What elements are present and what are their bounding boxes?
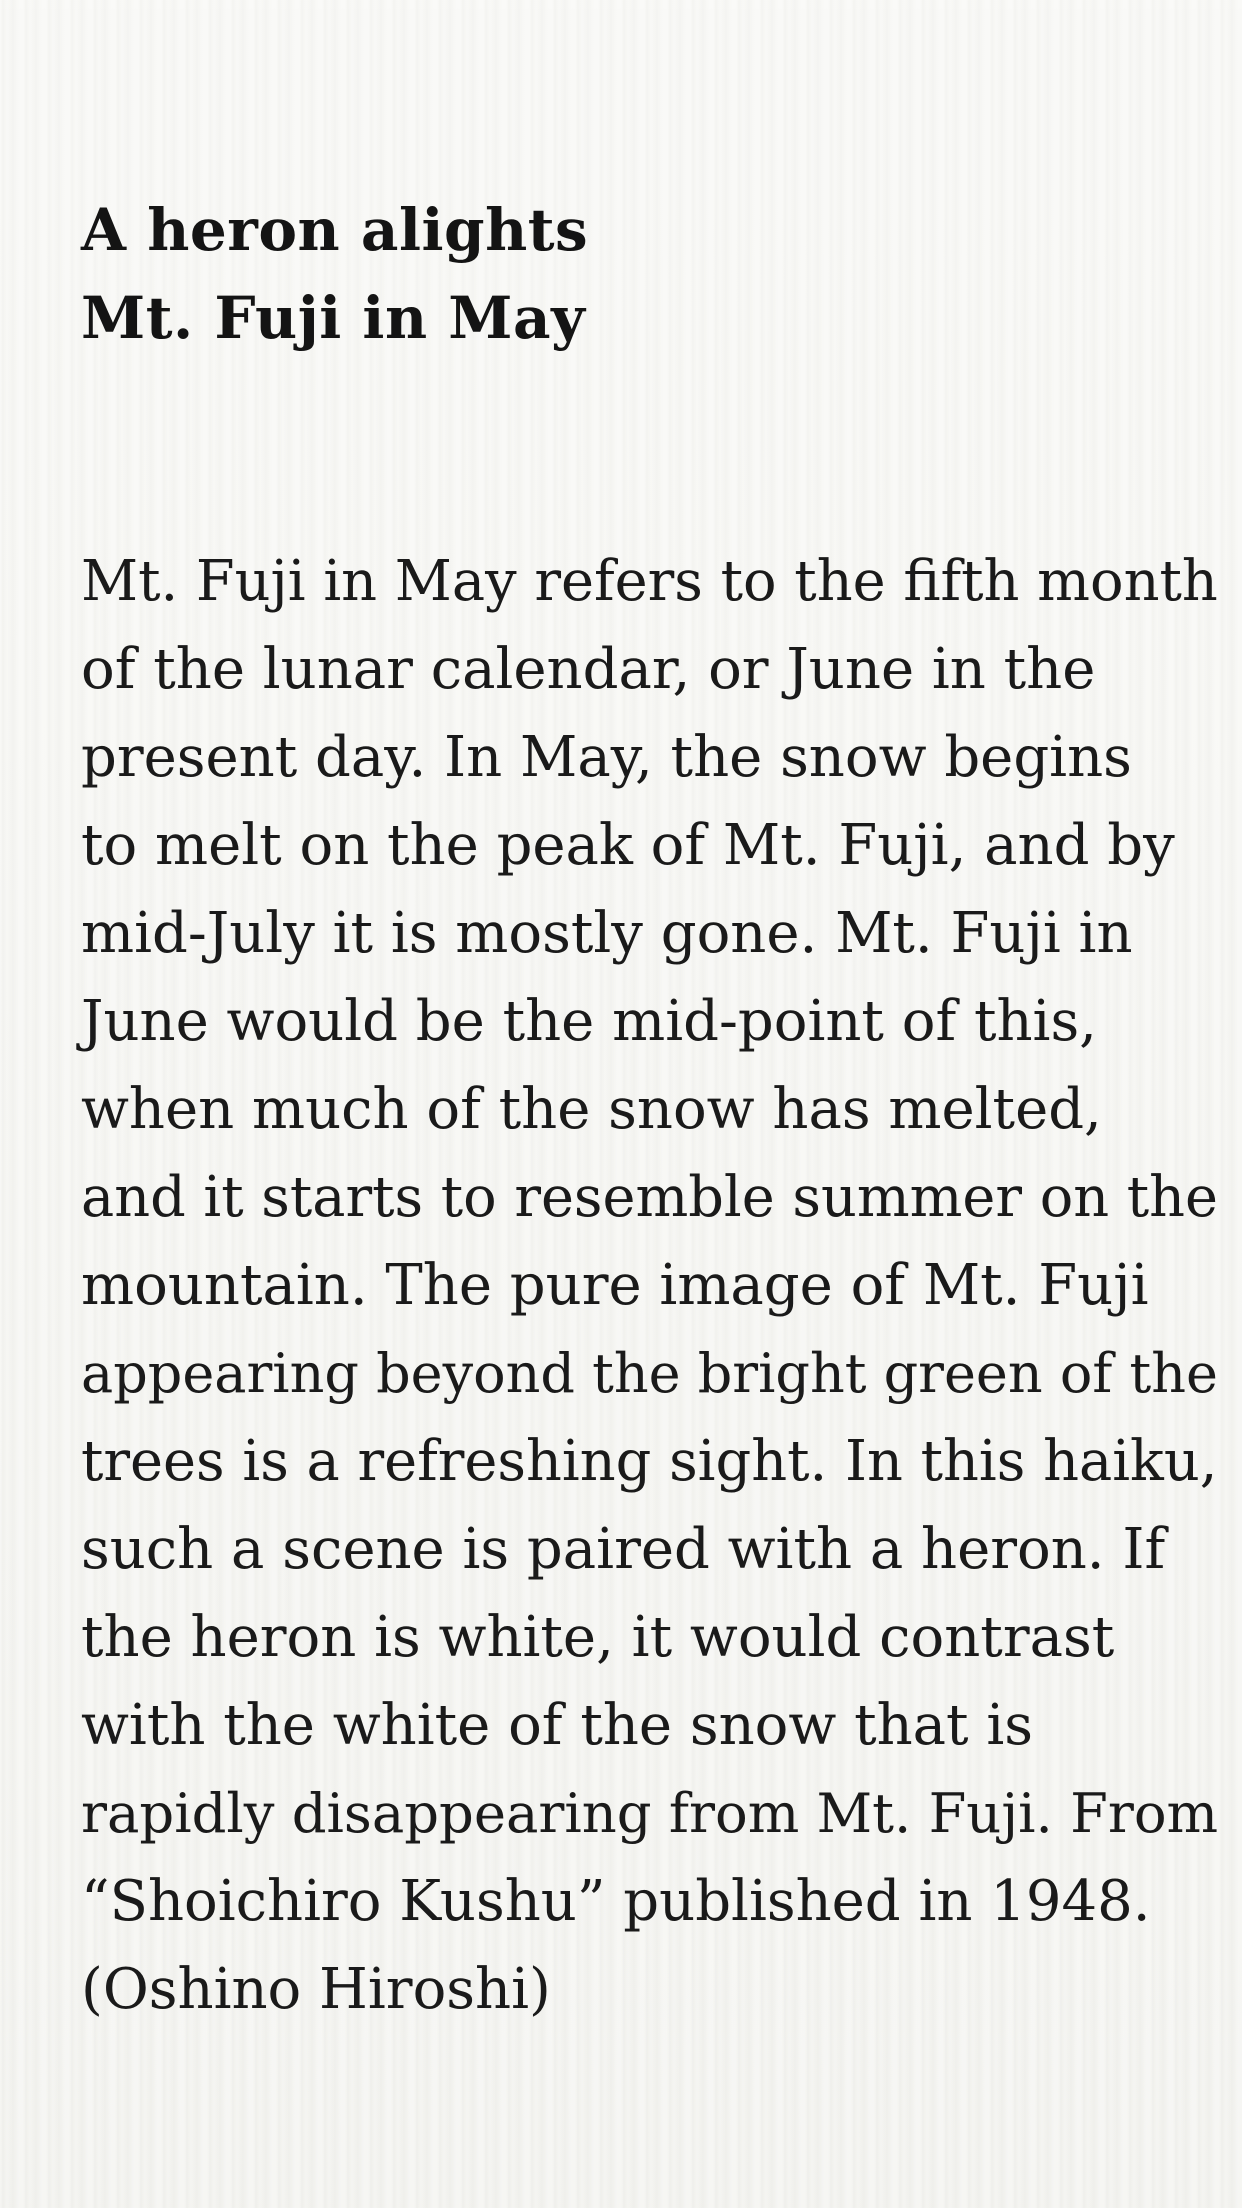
haiku-commentary [81,538,1219,2034]
haiku-title-line-2: Mt. Fuji in May [81,284,586,352]
commentary-line: appearing beyond the bright green of the [81,1342,1218,1405]
commentary-line: mountain. The pure image of Mt. Fuji [81,1253,1149,1318]
commentary-line: to melt on the peak of Mt. Fuji, and by [81,813,1175,878]
haiku-title-line-1: A heron alights [81,196,589,264]
commentary-line: “Shoichiro Kushu” published in 1948. [81,1869,1151,1934]
commentary-line: when much of the snow has melted, [81,1077,1102,1142]
commentary-line: of the lunar calendar, or June in the [81,637,1096,702]
commentary-line: the heron is white, it would contrast [81,1605,1115,1670]
author-credit: (Oshino Hiroshi) [81,1957,551,2022]
commentary-line: mid-July it is mostly gone. Mt. Fuji in [81,901,1133,966]
commentary-line: Mt. Fuji in May refers to the fifth month [81,549,1218,614]
commentary-line: rapidly disappearing from Mt. Fuji. From [81,1782,1219,1845]
haiku-title [81,186,1161,362]
commentary-line: such a scene is paired with a heron. If [81,1517,1166,1582]
commentary-line: present day. In May, the snow begins [81,725,1132,790]
commentary-line: with the white of the snow that is [81,1693,1033,1758]
commentary-line: trees is a refreshing sight. In this haiku, [81,1429,1218,1494]
commentary-line: June would be the mid-point of this, [81,989,1097,1054]
commentary-line: and it starts to resemble summer on the [81,1165,1218,1230]
